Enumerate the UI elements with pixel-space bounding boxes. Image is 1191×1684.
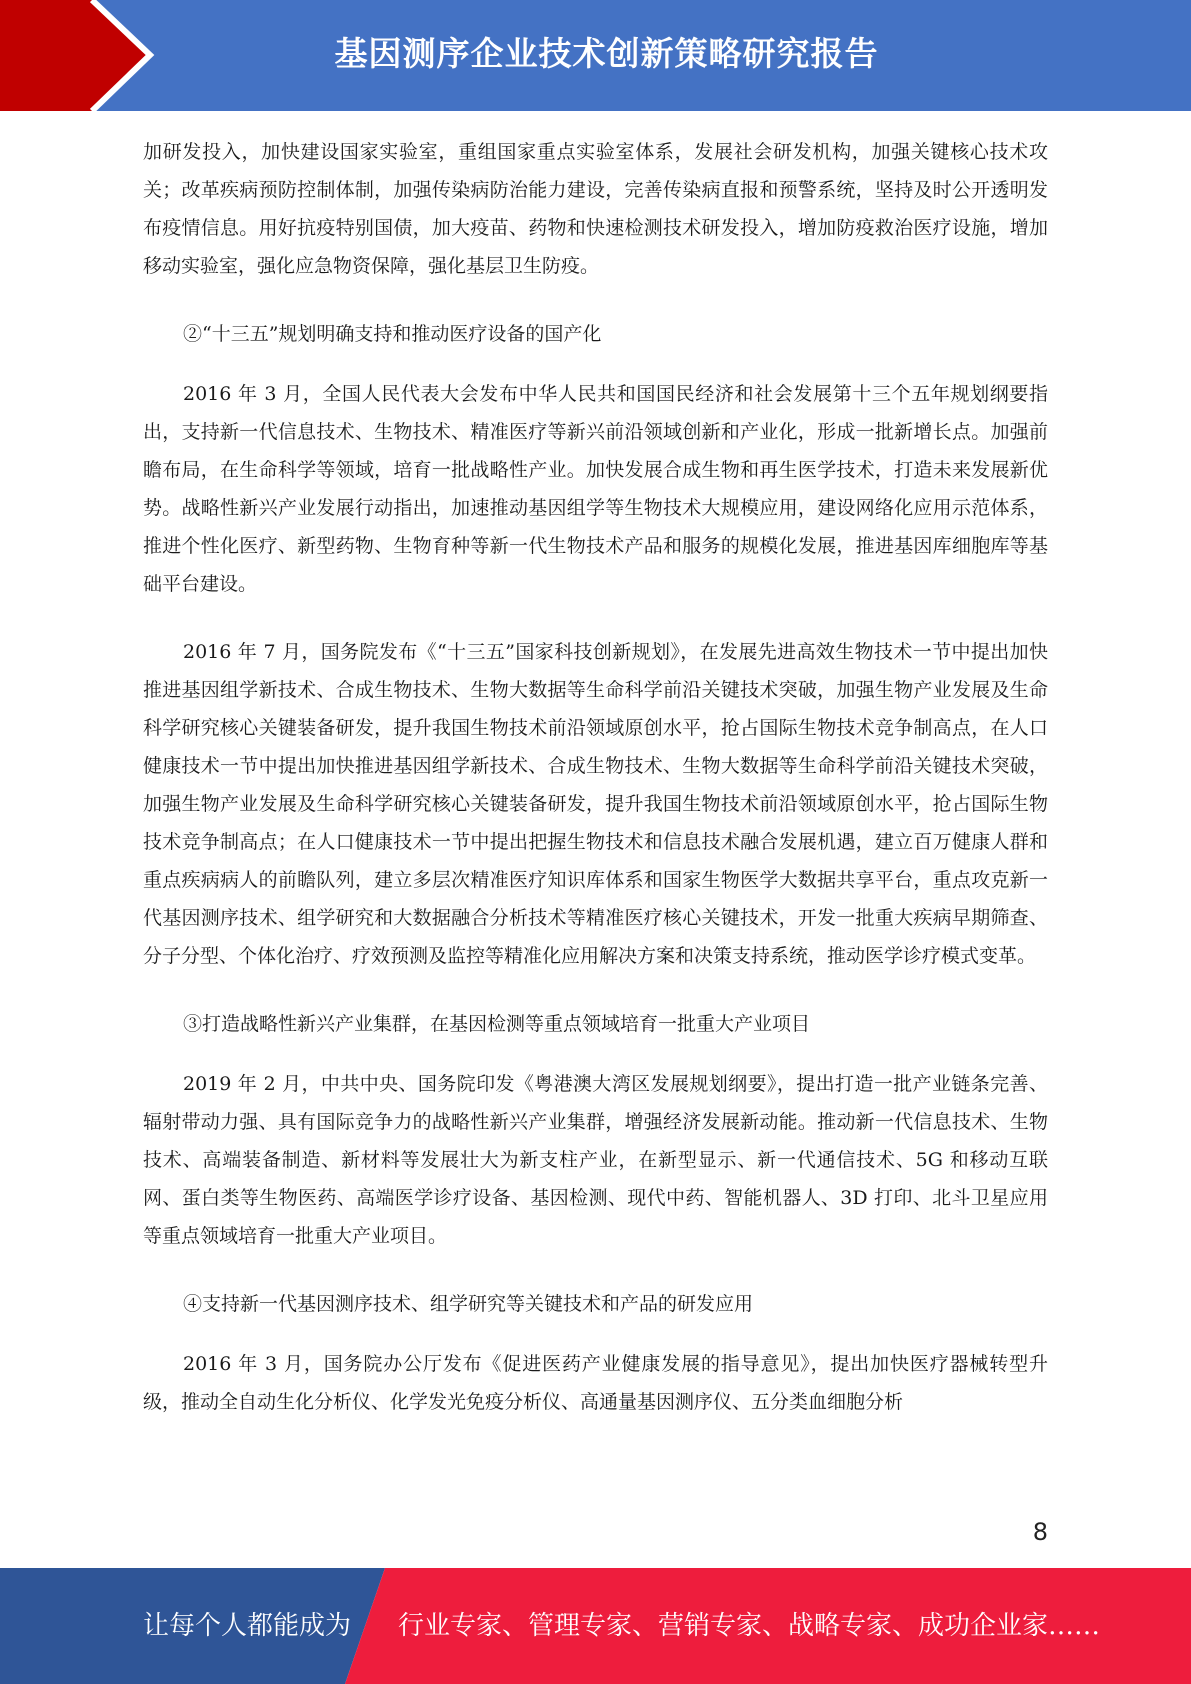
page-number: 8 (1032, 1518, 1048, 1546)
footer-slogan-right: 行业专家、管理专家、营销专家、战略专家、成功企业家…… (398, 1611, 1101, 1641)
footer-slogan-left: 让每个人都能成为 (143, 1611, 352, 1641)
paragraph: 2019 年 2 月，中共中央、国务院印发《粤港澳大湾区发展规划纲要》，提出打造一批产业链条完善、辐射带动力强、具有国际竞争力的战略性新兴产业集群，增强经济发展新动能。推动新一代信息技术、生物技术、高端装备制造、新材料等发展壮大为新支柱产业，在新型显示、新一代通信技术、5G 和移动互联网、蛋白类等生物医药、高端医学诊疗设备、基因检测、现代中药、智能机器人、3D 打印、北斗卫星应用等重点领域培育一批重大产业项目。 (143, 1073, 1048, 1247)
section-heading: ②“十三五”规划明确支持和推动医疗设备的国产化 (183, 323, 602, 345)
paragraph: 2016 年 3 月，国务院办公厅发布《促进医药产业健康发展的指导意见》，提出加快医疗器械转型升级，推动全自动生化分析仪、化学发光免疫分析仪、高通量基因测序仪、五分类血细胞分析 (143, 1353, 1048, 1413)
paragraph: 加研发投入，加快建设国家实验室，重组国家重点实验室体系，发展社会研发机构，加强关键核心技术攻关；改革疾病预防控制体制，加强传染病防治能力建设，完善传染病直报和预警系统，坚持及时公开透明发布疫情信息。用好抗疫特别国债，加大疫苗、药物和快速检测技术研发投入，增加防疫救治医疗设施，增加移动实验室，强化应急物资保障，强化基层卫生防疫。 (143, 141, 1048, 277)
paragraph: 2016 年 7 月，国务院发布《“十三五”国家科技创新规划》，在发展先进高效生物技术一节中提出加快推进基因组学新技术、合成生物技术、生物大数据等生命科学前沿关键技术突破，加强生物产业发展及生命科学研究核心关键装备研发，提升我国生物技术前沿领域原创水平，抢占国际生物技术竞争制高点，在人口健康技术一节中提出加快推进基因组学新技术、合成生物技术、生物大数据等生命科学前沿关键技术突破，加强生物产业发展及生命科学研究核心关键装备研发，提升我国生物技术前沿领域原创水平，抢占国际生物技术竞争制高点；在人口健康技术一节中提出把握生物技术和信息技术融合发展机遇，建立百万健康人群和重点疾病病人的前瞻队列，建立多层次精准医疗知识库体系和国家生物医学大数据共享平台，重点攻克新一代基因测序技术、组学研究和大数据融合分析技术等精准医疗核心关键技术，开发一批重大疾病早期筛查、分子分型、个体化治疗、疗效预测及监控等精准化应用解决方案和决策支持系统，推动医学诊疗模式变革。 (143, 641, 1048, 967)
document-body (143, 133, 1048, 1451)
page-header (0, 0, 1191, 111)
section-heading: ③打造战略性新兴产业集群，在基因检测等重点领域培育一批重大产业项目 (183, 1013, 811, 1035)
report-title: 基因测序企业技术创新策略研究报告 (334, 34, 879, 73)
section-heading: ④支持新一代基因测序技术、组学研究等关键技术和产品的研发应用 (183, 1293, 754, 1315)
paragraph: 2016 年 3 月，全国人民代表大会发布中华人民共和国国民经济和社会发展第十三个五年规划纲要指出，支持新一代信息技术、生物技术、精准医疗等新兴前沿领域创新和产业化，形成一批新增长点。加强前瞻布局，在生命科学等领域，培育一批战略性产业。加快发展合成生物和再生医学技术，打造未来发展新优势。战略性新兴产业发展行动指出，加速推动基因组学等生物技术大规模应用，建设网络化应用示范体系，推进个性化医疗、新型药物、生物育种等新一代生物技术产品和服务的规模化发展，推进基因库细胞库等基础平台建设。 (143, 383, 1048, 595)
page-footer (0, 1568, 1191, 1684)
